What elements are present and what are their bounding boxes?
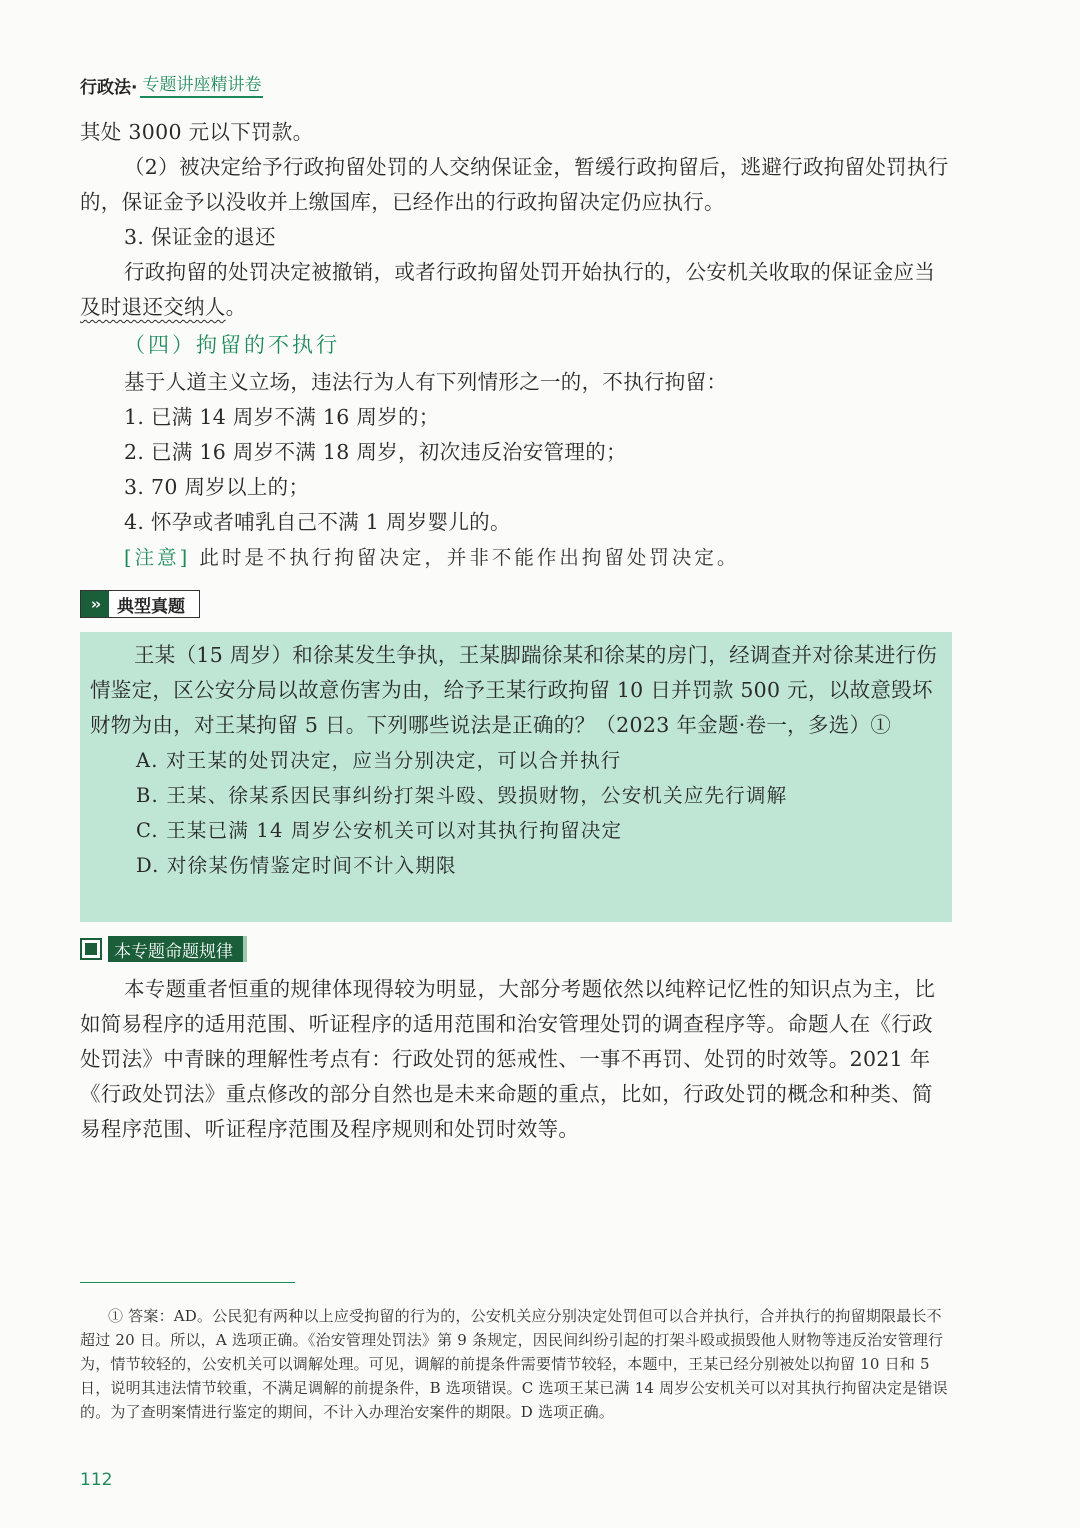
footnote-divider — [80, 1282, 295, 1283]
exam-label — [80, 590, 200, 618]
paragraph-deposit-refund — [80, 255, 952, 325]
exam-option-d: D. 对徐某伤情鉴定时间不计入期限 — [136, 854, 457, 877]
rules-label-text: 本专题命题规律 — [108, 936, 247, 962]
rules-paragraph: 本专题重者恒重的规律体现得较为明显，大部分考题依然以纯粹记忆性的知识点为主，比如简易程序的适用范围、听证程序的适用范围和治安管理处罚的调查程序等。命题人在《行政处罚法》中青睐的理解性考点有：行政处罚的惩戒性、一事不再罚、处罚的时效等。2021 年《行政处罚法》重点修改的部分自然也是未来命题的重点，比如，行政处罚的概念和种类、简易程序范围、听证程序范围及程序规则和处罚时效等。 — [80, 977, 936, 1141]
rules-label — [80, 936, 247, 962]
section-heading: （四）拘留的不执行 — [124, 333, 340, 357]
item-deposit-refund-title: 3. 保证金的退还 — [124, 225, 276, 249]
refund-emphasis: 及时退还交纳人 — [80, 295, 226, 319]
main-text — [80, 115, 952, 575]
exam-option-b: B. 王某、徐某系因民事纠纷打架斗殴、毁损财物，公安机关应先行调解 — [136, 784, 788, 807]
note-text: 此时是不执行拘留决定，并非不能作出拘留处罚决定。 — [190, 546, 740, 569]
refund-text: 行政拘留的处罚决定被撤销，或者行政拘留处罚开始执行的，公安机关收取的保证金应当 — [124, 260, 936, 284]
series-title: 专题讲座精讲卷 — [140, 70, 263, 98]
double-chevron-icon: ›› — [81, 591, 109, 617]
note-tag: [注意] — [124, 546, 191, 569]
exam-option-c: C. 王某已满 14 周岁公安机关可以对其执行拘留决定 — [136, 819, 623, 842]
list-item: 2. 已满 16 周岁不满 18 周岁，初次违反治安管理的； — [124, 440, 627, 464]
exam-option-a: A. 对王某的处罚决定，应当分别决定，可以合并执行 — [136, 749, 622, 772]
exam-question: 王某（15 周岁）和徐某发生争执，王某脚踹徐某和徐某的房门，经调查并对徐某进行伤情鉴定，区公安分局以故意伤害为由，给予王某行政拘留 10 日并罚款 500 元，以故意毁坏财物为由，对王某拘留 5 日。下列哪些说法是正确的？（2023 年金题·卷一，多选）① — [90, 643, 938, 737]
refund-end: 。 — [225, 295, 247, 319]
note — [80, 540, 952, 575]
book-title: 行政法· — [80, 78, 138, 98]
list-item: 4. 怀孕或者哺乳自己不满 1 周岁婴儿的。 — [124, 510, 511, 534]
running-header — [80, 70, 263, 98]
paragraph-intro: 基于人道主义立场，违法行为人有下列情形之一的，不执行拘留： — [124, 370, 728, 394]
exam-label-text: 典型真题 — [117, 596, 185, 617]
rules-text-block — [80, 972, 952, 1147]
paragraph-continuation: 其处 3000 元以下罚款。 — [80, 120, 314, 144]
page-number: 112 — [80, 1470, 113, 1490]
list-item: 3. 70 周岁以上的； — [124, 475, 310, 499]
list-item: 1. 已满 14 周岁不满 16 周岁的； — [124, 405, 440, 429]
exam-box — [80, 632, 952, 922]
footnote: ① 答案：AD。公民犯有两种以上应受拘留的行为的，公安机关应分别决定处罚但可以合并执行，合并执行的拘留期限最长不超过 20 日。所以，A 选项正确。《治安管理处罚法》第 9 条规定，因民间纠纷引起的打架斗殴或损毁他人财物等违反治安管理行为，情节较轻的，公安机关可以调解处理。可见，调解的前提条件需要情节较轻，本题中，王某已经分别被处以拘留 10 日和 5 日，说明其违法情节较重，不满足调解的前提条件，B 选项错误。C 选项王某已满 14 周岁公安机关可以对其执行拘留决定是错误的。为了查明案情进行鉴定的期间，不计入办理治安案件的期限。D 选项正确。 — [80, 1307, 948, 1421]
paragraph-deposit-forfeit: （2）被决定给予行政拘留处罚的人交纳保证金，暂缓行政拘留后，逃避行政拘留处罚执行的，保证金予以没收并上缴国库，已经作出的行政拘留决定仍应执行。 — [80, 155, 949, 214]
square-icon — [80, 938, 102, 960]
